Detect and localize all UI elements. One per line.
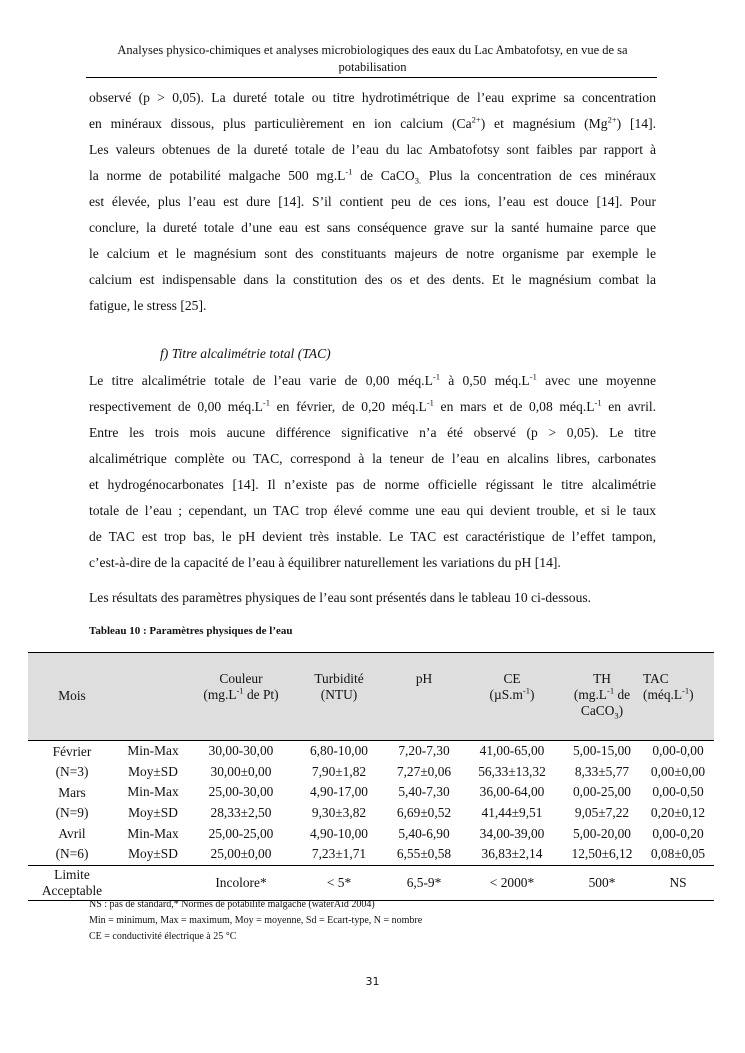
text-segment: avec une moyenne: [536, 373, 656, 388]
text-segment: (mg.L: [573, 687, 607, 702]
limit-value: < 5*: [326, 874, 352, 890]
stat-type-cell: Min-Max: [127, 743, 179, 759]
limit-value: Incolore*: [215, 874, 267, 890]
month-cell: [28, 741, 116, 783]
value-cell: 25,00±0,00: [210, 846, 272, 862]
text-segment: (NTU): [320, 687, 358, 702]
paragraph-tac: [89, 371, 656, 579]
value-cell: 9,05±7,22: [574, 805, 630, 821]
value-cell: 8,33±5,77: [574, 763, 630, 779]
text-line: [89, 501, 656, 527]
header-line-1: Analyses physico-chimiques et analyses microbiologiques des eaux du Lac Ambatofotsy, en vue de sa: [117, 43, 628, 57]
value-cell: 34,00-39,00: [479, 825, 545, 841]
stat-type-cell: Moy±SD: [128, 846, 178, 862]
stat-type-cell: Moy±SD: [128, 805, 178, 821]
sample-count: (N=9): [55, 804, 89, 820]
subscript: 3.: [414, 175, 422, 186]
header-line-2: potabilisation: [338, 60, 407, 74]
text-line: [89, 296, 656, 322]
value-cell: 36,83±2,14: [481, 846, 543, 862]
superscript: -1: [345, 166, 353, 177]
text-line: [89, 527, 656, 553]
value-cell: 30,00±0,00: [210, 763, 272, 779]
limit-value: < 2000*: [489, 874, 535, 890]
value-cell: 4,90-10,00: [309, 825, 369, 841]
note-abbreviations: Min = minimum, Max = maximum, Moy = moyenne, Sd = Ecart-type, N = nombre: [89, 915, 423, 926]
text-segment: ): [530, 687, 535, 702]
column-header: [28, 653, 116, 741]
column-header: [642, 653, 714, 741]
value-cell: 0,00-0,00: [652, 743, 704, 759]
month-cell: [28, 823, 116, 865]
value-cell: 9,30±3,82: [311, 805, 367, 821]
superscript: -1: [607, 685, 615, 696]
table-row: [28, 844, 714, 865]
limit-label-line: Acceptable: [41, 882, 103, 898]
value-cell: 4,90-17,00: [309, 784, 369, 800]
text-segment: Les valeurs obtenues de la dureté totale de l’eau du lac Ambatofotsy sont faibles par rapport à: [89, 142, 656, 157]
text-segment: TH: [593, 671, 611, 686]
value-cell: 5,00-20,00: [572, 825, 632, 841]
text-segment: totale de l’eau ; cependant, un TAC trop élevé comme une eau qui devient trouble, et si le taux: [89, 503, 656, 518]
header-rule: [86, 77, 657, 78]
text-segment: Le titre alcalimétrie totale de l’eau varie de 0,00 méq.L: [89, 373, 433, 388]
text-segment: en février, de 0,20 méq.L: [270, 399, 427, 414]
superscript: 2+: [607, 114, 617, 125]
text-segment: le calcium et le magnésium sont des constituants majeurs de notre organisme par exemple le: [89, 246, 656, 261]
value-cell: 41,44±9,51: [481, 805, 543, 821]
value-cell: 0,08±0,05: [650, 846, 706, 862]
text-line: [89, 88, 656, 114]
running-header: [85, 42, 660, 76]
text-segment: c’est-à-dire de la capacité de l’eau à équilibrer naturellement les variations du pH [14].: [89, 555, 561, 570]
text-segment: de Pt): [243, 687, 279, 702]
text-segment: Les résultats des paramètres physiques de l’eau sont présentés dans le tableau 10 ci-dessous.: [89, 590, 592, 605]
superscript: -1: [682, 685, 690, 696]
value-cell: 0,00-0,20: [652, 825, 704, 841]
stat-type-cell: Min-Max: [127, 825, 179, 841]
text-segment: (µS.m: [489, 687, 523, 702]
table-row: [28, 782, 714, 803]
text-line: [89, 114, 656, 140]
text-line: [89, 475, 656, 501]
text-line: [89, 371, 656, 397]
table-header-row: [28, 653, 714, 741]
text-line: [89, 244, 656, 270]
value-cell: 5,00-15,00: [572, 743, 632, 759]
text-segment: est élevée, plus l’eau est dure [14]. S’il contient peu de ces ions, l’eau est douce [14]. Pour: [89, 194, 656, 209]
text-segment: (méq.L: [643, 687, 683, 702]
note-ns: NS : pas de standard,* Normes de potabilité malgache (waterAid 2004): [89, 899, 375, 910]
text-segment: fatigue, le stress [25].: [89, 298, 207, 313]
text-segment: ): [618, 703, 624, 718]
text-segment: de CaCO: [352, 168, 415, 183]
text-segment: de TAC est trop bas, le pH devient très instable. Le TAC est caractéristique de l’effet tampon,: [89, 529, 656, 544]
limit-value: 500*: [588, 874, 616, 890]
note-ce: CE = conductivité électrique à 25 °C: [89, 931, 237, 942]
text-line: [89, 423, 656, 449]
paragraph-durete: [89, 88, 656, 322]
text-segment: conclure, la dureté totale d’une eau est sans conséquence grave sur la santé humaine parce que: [89, 220, 656, 235]
text-segment: ): [689, 687, 694, 702]
text-segment: Plus la concentration de ces minéraux: [421, 168, 656, 183]
text-line: [89, 140, 656, 166]
text-line: [89, 270, 656, 296]
value-cell: 0,00-25,00: [572, 784, 632, 800]
value-cell: 41,00-65,00: [479, 743, 545, 759]
table-row: [28, 823, 714, 844]
page-number: 31: [365, 975, 380, 988]
text-segment: en minéraux dissous, plus particulièrement en ion calcium (Ca: [89, 116, 472, 131]
text-segment: respectivement de 0,00 méq.L: [89, 399, 263, 414]
text-segment: CE: [503, 671, 521, 686]
value-cell: 28,33±2,50: [210, 805, 272, 821]
text-segment: alcalimétrique complète ou TAC, correspond à la teneur de l’eau en alcalins libres, carbonates: [89, 451, 656, 466]
physical-parameters-table: [28, 652, 714, 901]
superscript: -1: [262, 397, 271, 408]
table-row: [28, 741, 714, 762]
month-name: Février: [52, 743, 92, 759]
column-header: [190, 653, 292, 741]
text-segment: ) [14].: [616, 116, 656, 131]
column-header: [562, 653, 642, 741]
text-line: [89, 166, 656, 192]
superscript: -1: [529, 371, 537, 382]
text-segment: Entre les trois mois aucune différence significative n’a été observé (p > 0,05). Le titre: [89, 425, 656, 440]
month-name: Avril: [58, 825, 86, 841]
value-cell: 25,00-25,00: [208, 825, 274, 841]
value-cell: 36,00-64,00: [479, 784, 545, 800]
text-segment: CaCO: [580, 703, 615, 718]
table-row: [28, 762, 714, 783]
limit-label-line: Limite: [54, 866, 90, 882]
value-cell: 5,40-6,90: [398, 825, 450, 841]
text-segment: calcium est indispensable dans la constitution des os et des dents. Et le magnésium combat la: [89, 272, 656, 287]
text-segment: Turbidité: [314, 671, 364, 686]
text-line: [89, 588, 656, 614]
value-cell: 7,23±1,71: [311, 846, 367, 862]
superscript: -1: [594, 397, 602, 408]
text-segment: en avril.: [601, 399, 657, 414]
text-line: [89, 192, 656, 218]
month-name: Mars: [58, 784, 86, 800]
subscript: 3: [614, 710, 619, 721]
value-cell: 5,40-7,30: [398, 784, 450, 800]
column-header: [116, 653, 190, 741]
text-segment: Mois: [58, 688, 86, 703]
superscript: -1: [432, 371, 440, 382]
column-header: [292, 653, 386, 741]
value-cell: 30,00-30,00: [208, 743, 274, 759]
stat-type-cell: Moy±SD: [128, 763, 178, 779]
value-cell: 6,55±0,58: [396, 846, 452, 862]
text-segment: et hydrogénocarbonates [14]. Il n’existe pas de norme officielle régissant le titre alcalimétrie: [89, 477, 656, 492]
text-segment: de: [614, 687, 631, 702]
stat-type-cell: Min-Max: [127, 784, 179, 800]
text-segment: Couleur: [219, 671, 263, 686]
limit-value: NS: [669, 874, 687, 890]
superscript: -1: [522, 685, 530, 696]
text-segment: observé (p > 0,05). La dureté totale ou titre hydrotimétrique de l’eau exprime sa concentration: [89, 90, 656, 105]
superscript: -1: [236, 685, 244, 696]
limit-value: 6,5-9*: [406, 874, 442, 890]
text-segment: TAC: [643, 671, 669, 686]
value-cell: 6,69±0,52: [396, 805, 452, 821]
sample-count: (N=3): [55, 763, 89, 779]
value-cell: 0,00-0,50: [652, 784, 704, 800]
text-segment: à 0,50 méq.L: [439, 373, 530, 388]
table-notes: [89, 897, 422, 945]
value-cell: 7,20-7,30: [398, 743, 450, 759]
limit-row: [28, 865, 714, 900]
superscript: -1: [426, 397, 434, 408]
section-heading-tac: f) Titre alcalimétrie total (TAC): [160, 346, 331, 361]
text-segment: ) et magnésium (Mg: [480, 116, 608, 131]
value-cell: 7,27±0,06: [396, 763, 452, 779]
value-cell: 56,33±13,32: [478, 763, 546, 779]
empty-cell: [116, 865, 190, 900]
superscript: 2+: [471, 114, 481, 125]
table-row: [28, 803, 714, 824]
column-header: [462, 653, 562, 741]
column-header: [386, 653, 462, 741]
text-segment: (mg.L: [203, 687, 237, 702]
value-cell: 6,80-10,00: [309, 743, 369, 759]
text-line: [89, 218, 656, 244]
value-cell: 7,90±1,82: [311, 763, 367, 779]
sample-count: (N=6): [55, 845, 89, 861]
table-caption: Tableau 10 : Paramètres physiques de l’eau: [89, 625, 293, 637]
text-segment: en mars et de 0,08 méq.L: [433, 399, 595, 414]
text-line: [89, 553, 656, 579]
month-cell: [28, 782, 116, 823]
value-cell: 0,00±0,00: [650, 763, 706, 779]
paragraph-intro-table: [89, 588, 656, 614]
value-cell: 12,50±6,12: [571, 846, 633, 862]
text-segment: pH: [415, 671, 433, 686]
text-line: [89, 397, 656, 423]
value-cell: 0,20±0,12: [650, 805, 706, 821]
limit-label: [28, 865, 116, 900]
text-segment: la norme de potabilité malgache 500 mg.L: [89, 168, 346, 183]
text-line: [89, 449, 656, 475]
value-cell: 25,00-30,00: [208, 784, 274, 800]
